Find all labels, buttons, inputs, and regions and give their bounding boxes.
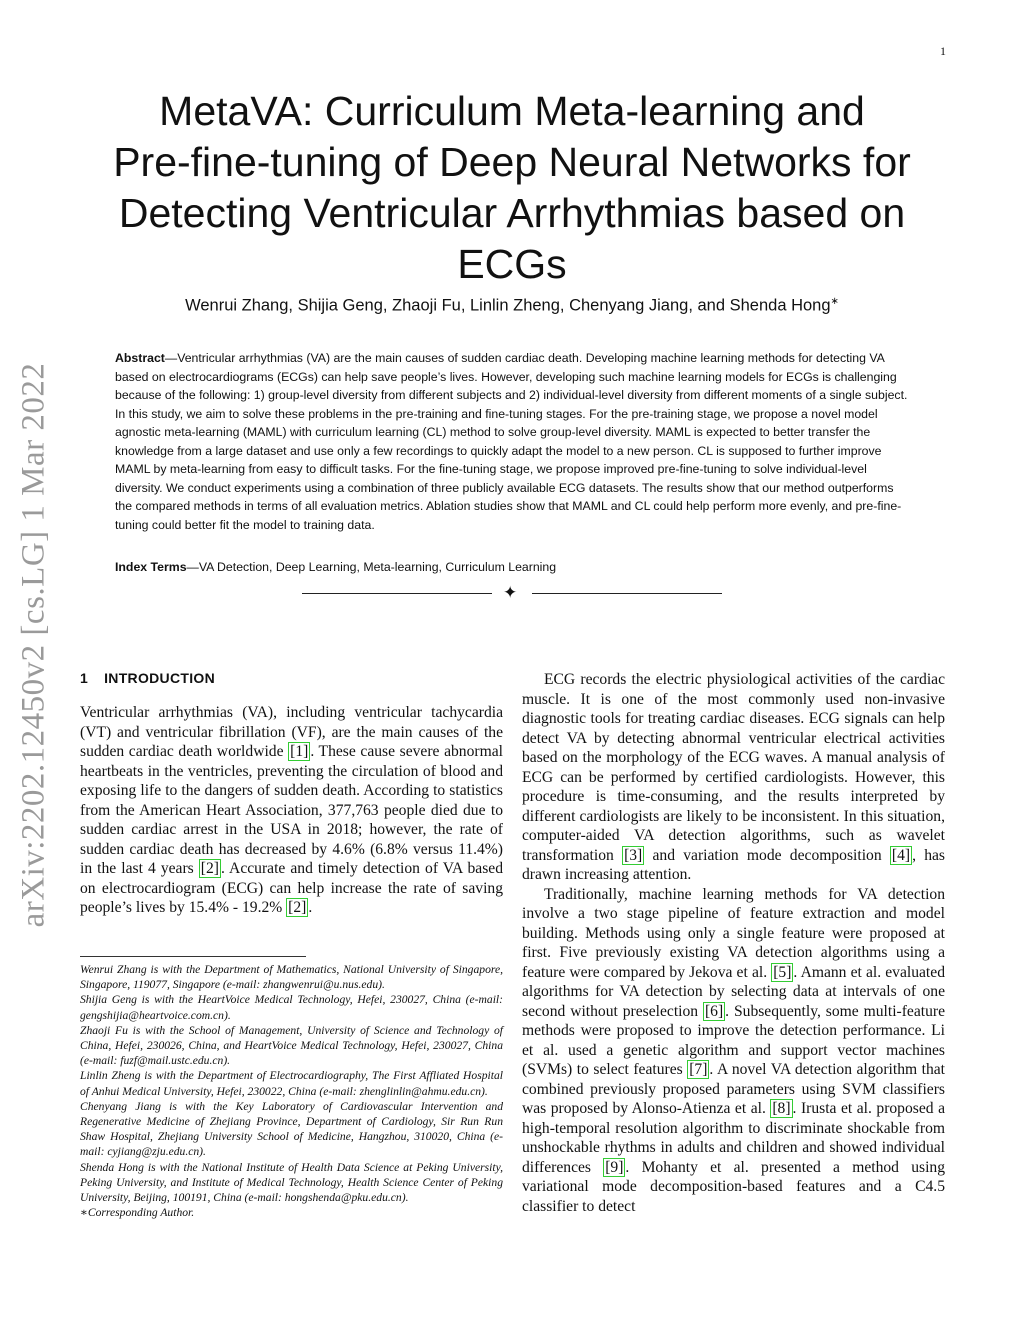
section-divider (302, 584, 722, 604)
citation-link[interactable]: [2] (200, 860, 219, 877)
citation-link[interactable]: [5] (773, 963, 792, 981)
footnote: Shijia Geng is with the HeartVoice Medical Technology, Hefei, 230027, China (e-mail: gengshijia@heartvoice.com.cn). (80, 993, 503, 1022)
paragraph-text: . These cause severe abnormal heartbeats in the ventricles, preventing the circulation of blood and exposing life to the dangers of sudden death. According to statistics from the American Heart Association, 377,763 people died due to sudden cardiac arrest in the USA in 2018; however, the rate of sudden cardiac death has decreased by 4.6% (6.8% versus 11.4%) in the last 4 years (80, 743, 503, 877)
body-paragraph (522, 670, 945, 885)
citation-link[interactable]: [7] (689, 1061, 708, 1078)
arxiv-stamp (0, 0, 62, 1325)
citation-link[interactable]: [8] (772, 1100, 791, 1117)
citation-link[interactable]: [9] (605, 1158, 624, 1176)
divider-line-left (302, 593, 492, 594)
paragraph-text: . Mohanty et al. presented a method using variational mode decomposition-based features and a C4.5 classifier to detect (522, 1158, 946, 1215)
footnote: Chenyang Jiang is with the Key Laboratory of Cardiovascular Intervention and Regenerative Medicine of Zhejiang Province, Department of Cardiology, Sir Run Run Shaw Hospital, Zhejiang University School of Medicine, Hangzhou, 310020, China (e-mail: cyjiang@zju.edu.cn). (80, 1099, 503, 1159)
paragraph-text: . Amann et al. evaluated algorithms for VA detection by selecting data at intervals of one second without preselection (522, 963, 945, 1020)
index-terms-text: —VA Detection, Deep Learning, Meta-learning, Curriculum Learning (186, 560, 557, 574)
corresponding-mark: ∗ (830, 296, 839, 307)
paragraph-text: . Accurate and timely detection of VA based on electrocardiogram (ECG) can help increase the rate of saving people’s lives by 15.4% - 19.2% (80, 860, 503, 916)
right-column (522, 670, 945, 1216)
paragraph-text: ECG records the electric physiological activities of the cardiac muscle. It is one of the most commonly used non-invasive diagnostic tools for treating cardiac diseases. ECG signals can help detect VA by detecting abnormal ventricular electrical activities based on the morphology of the ECG waves. A manual analysis of ECG can be performed by certified cardiologists. However, this procedure is time-consuming, and the results interpreted by different cardiologists are likely to be inconsistent. In this situation, computer-aided VA detection algorithms, such as wavelet transformation (522, 671, 945, 864)
author-footnotes (80, 962, 503, 1220)
author-list (110, 296, 914, 316)
paragraph-text: . Irusta et al. proposed a high-temporal resolution algorithm to discriminate shockable from unshockable rhythms in adults and children and showed individual differences (522, 1100, 945, 1176)
body-paragraph (522, 885, 945, 1217)
paragraph-text: . (308, 899, 313, 916)
abstract-text: —Ventricular arrhythmias (VA) are the main causes of sudden cardiac death. Developing machine learning methods for detecting VA based on electrocardiograms (ECGs) can help save people’s lives. However, developing such machine learning models for ECGs is challenging because of the following: 1) group-level diversity from different subjects and 2) individual-level diversity from different moments of a single subject. In this study, we aim to solve these problems in the pre-training and fine-tuning stages. For the pre-training stage, we propose a novel model agnostic meta-learning (MAML) with curriculum learning (CL) method to solve group-level diversity. MAML is expected to better transfer the knowledge from a large dataset and use only a few recordings to quickly adapt the model to a new person. CL is supposed to further improve MAML by meta-learning from easy to difficult tasks. For the fine-tuning stage, we propose improved pre-fine-tuning to solve individual-level diversity. We conduct experiments using a combination of three publicly available ECG datasets. The results show that our method outperforms the compared methods in terms of all evaluation metrics. Ablation studies show that MAML and CL could help perform more evenly, and pre-fine-tuning could better fit the model to training data. (115, 351, 908, 532)
paragraph-text: . A novel VA detection algorithm that combined previously proposed parameters using SVM classifiers was proposed by Alonso-Atienza et al. (522, 1061, 945, 1117)
citation-link[interactable]: [1] (290, 743, 309, 760)
paragraph-text: and variation mode decomposition (644, 846, 890, 864)
arxiv-stamp-text: arXiv:2202.12450v2 [cs.LG] 1 Mar 2022 (15, 362, 52, 928)
abstract (115, 349, 912, 534)
citation-link[interactable]: [2] (288, 899, 307, 916)
authors-text: Wenrui Zhang, Shijia Geng, Zhaoji Fu, Linlin Zheng, Chenyang Jiang, and Shenda Hong (185, 296, 831, 315)
title-line: Detecting Ventricular Arrhythmias based on (118, 190, 906, 236)
paragraph-text: Traditionally, machine learning methods for VA detection involve a two stage pipeline of feature extraction and model building. Methods using only a single feature were proposed at first. Five previously existing VA detection algorithms using a feature were compared by Jekova et al. (522, 885, 945, 981)
page-number: 1 (940, 44, 946, 58)
paragraph-text: , has drawn increasing attention. (522, 846, 945, 883)
title-line: Pre-fine-tuning of Deep Neural Networks for (113, 139, 911, 185)
abstract-label: Abstract (115, 351, 165, 365)
divider-diamond-icon: ✦ (503, 583, 518, 602)
paragraph-text: . Subsequently, some multi-feature methods were proposed to improve the detection performance. Li et al. used a genetic algorithm and support vector machines (SVMs) to select features (522, 1002, 945, 1078)
index-terms (115, 558, 912, 576)
left-column (80, 668, 503, 918)
footnote-rule (80, 956, 306, 957)
title-line: MetaVA: Curriculum Meta-learning and (159, 88, 865, 134)
citation-link[interactable]: [4] (891, 846, 911, 864)
footnote: Linlin Zheng is with the Department of Electrocardiography, The First Affliated Hospital of Anhui Medical University, Hefei, 230022, China (e-mail: zhenglinlin@ahmu.edu.cn). (80, 1069, 503, 1098)
index-terms-label: Index Terms (115, 560, 187, 574)
paragraph-text: Ventricular arrhythmias (VA), including ventricular tachycardia (VT) and ventricular fibrillation (VF), are the main causes of the sudden cardiac death worldwide (80, 704, 503, 760)
footnote: Wenrui Zhang is with the Department of Mathematics, National University of Singapore, Singapore, 119077, Singapore (e-mail: zhangwenrui@u.nus.edu). (80, 963, 503, 992)
footnote: ∗Corresponding Author. (80, 1206, 195, 1220)
footnote: Shenda Hong is with the National Institute of Health Data Science at Peking University, Peking University, and Institute of Medical Technology, Health Science Center of Peking University, Beijing, 100191, China (e-mail: hongshenda@pku.edu.cn). (80, 1160, 503, 1205)
footnote: Zhaoji Fu is with the School of Management, University of Science and Technology of China, Hefei, 230026, China, and HeartVoice Medical Technology, Hefei, 230027, China (e-mail: fuzf@mail.ustc.edu.cn). (80, 1023, 503, 1068)
section-number: 1 (80, 670, 89, 686)
section-heading (80, 668, 503, 688)
title-line: ECGs (457, 241, 567, 287)
paper-title (110, 86, 914, 290)
intro-paragraph (80, 703, 503, 918)
citation-link[interactable]: [6] (704, 1002, 724, 1020)
divider-line-right (532, 593, 722, 594)
citation-link[interactable]: [3] (624, 846, 643, 864)
section-title: INTRODUCTION (104, 670, 216, 686)
